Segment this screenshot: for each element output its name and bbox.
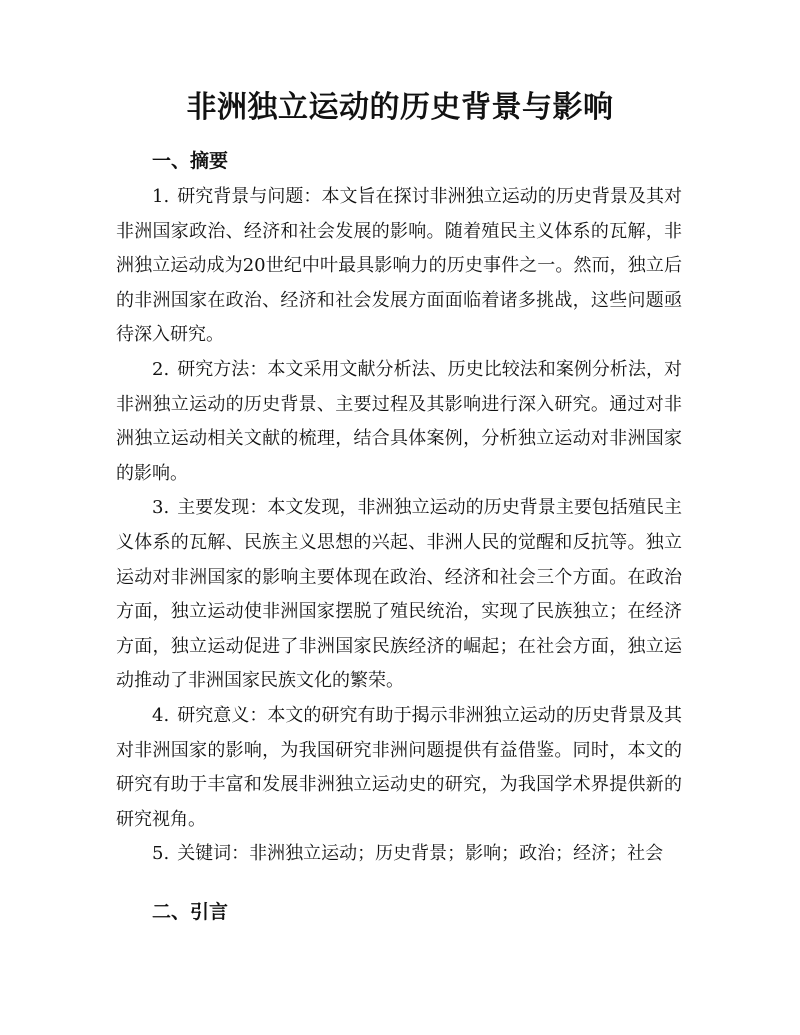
abstract-paragraph-3 [116, 491, 682, 699]
paragraph-text: 主要发现：本文发现，非洲独立运动的历史背景主要包括殖民主义体系的瓦解、民族主义思想的兴起、非洲人民的觉醒和反抗等。独立运动对非洲国家的影响主要体现在政治、经济和社会三个方面。在政治方面，独立运动使非洲国家摆脱了殖民统治，实现了民族独立；在经济方面，独立运动促进了非洲国家民族经济的崛起；在社会方面，独立运动推动了非洲国家民族文化的繁荣。 [116, 497, 682, 692]
paragraph-number: 4. [152, 704, 170, 726]
paragraph-number: 2. [152, 358, 170, 380]
document-title: 非洲独立运动的历史背景与影响 [186, 90, 614, 125]
paragraph-text: 研究意义：本文的研究有助于揭示非洲独立运动的历史背景及其对非洲国家的影响，为我国研究非洲问题提供有益借鉴。同时，本文的研究有助于丰富和发展非洲独立运动史的研究，为我国学术界提供新的研究视角。 [116, 704, 682, 830]
abstract-body [116, 180, 682, 872]
abstract-paragraph-1 [116, 180, 682, 353]
abstract-paragraph-4 [116, 699, 682, 837]
section-heading-introduction: 二、引言 [152, 901, 229, 923]
section-heading-abstract: 一、摘要 [152, 150, 229, 172]
paragraph-number: 3. [152, 497, 170, 519]
paragraph-text: 关键词：非洲独立运动；历史背景；影响；政治；经济；社会 [177, 843, 664, 865]
abstract-paragraph-5 [116, 837, 682, 872]
paragraph-text: 研究方法：本文采用文献分析法、历史比较法和案例分析法，对非洲独立运动的历史背景、主要过程及其影响进行深入研究。通过对非洲独立运动相关文献的梳理，结合具体案例，分析独立运动对非洲国家的影响。 [116, 358, 682, 484]
abstract-paragraph-2 [116, 353, 682, 491]
paragraph-text: 研究背景与问题：本文旨在探讨非洲独立运动的历史背景及其对非洲国家政治、经济和社会发展的影响。随着殖民主义体系的瓦解，非洲独立运动成为20世纪中叶最具影响力的历史事件之一。然而，独立后的非洲国家在政治、经济和社会发展方面面临着诸多挑战，这些问题亟待深入研究。 [116, 186, 682, 346]
paragraph-number: 1. [152, 186, 170, 207]
paragraph-number: 5. [152, 843, 170, 865]
